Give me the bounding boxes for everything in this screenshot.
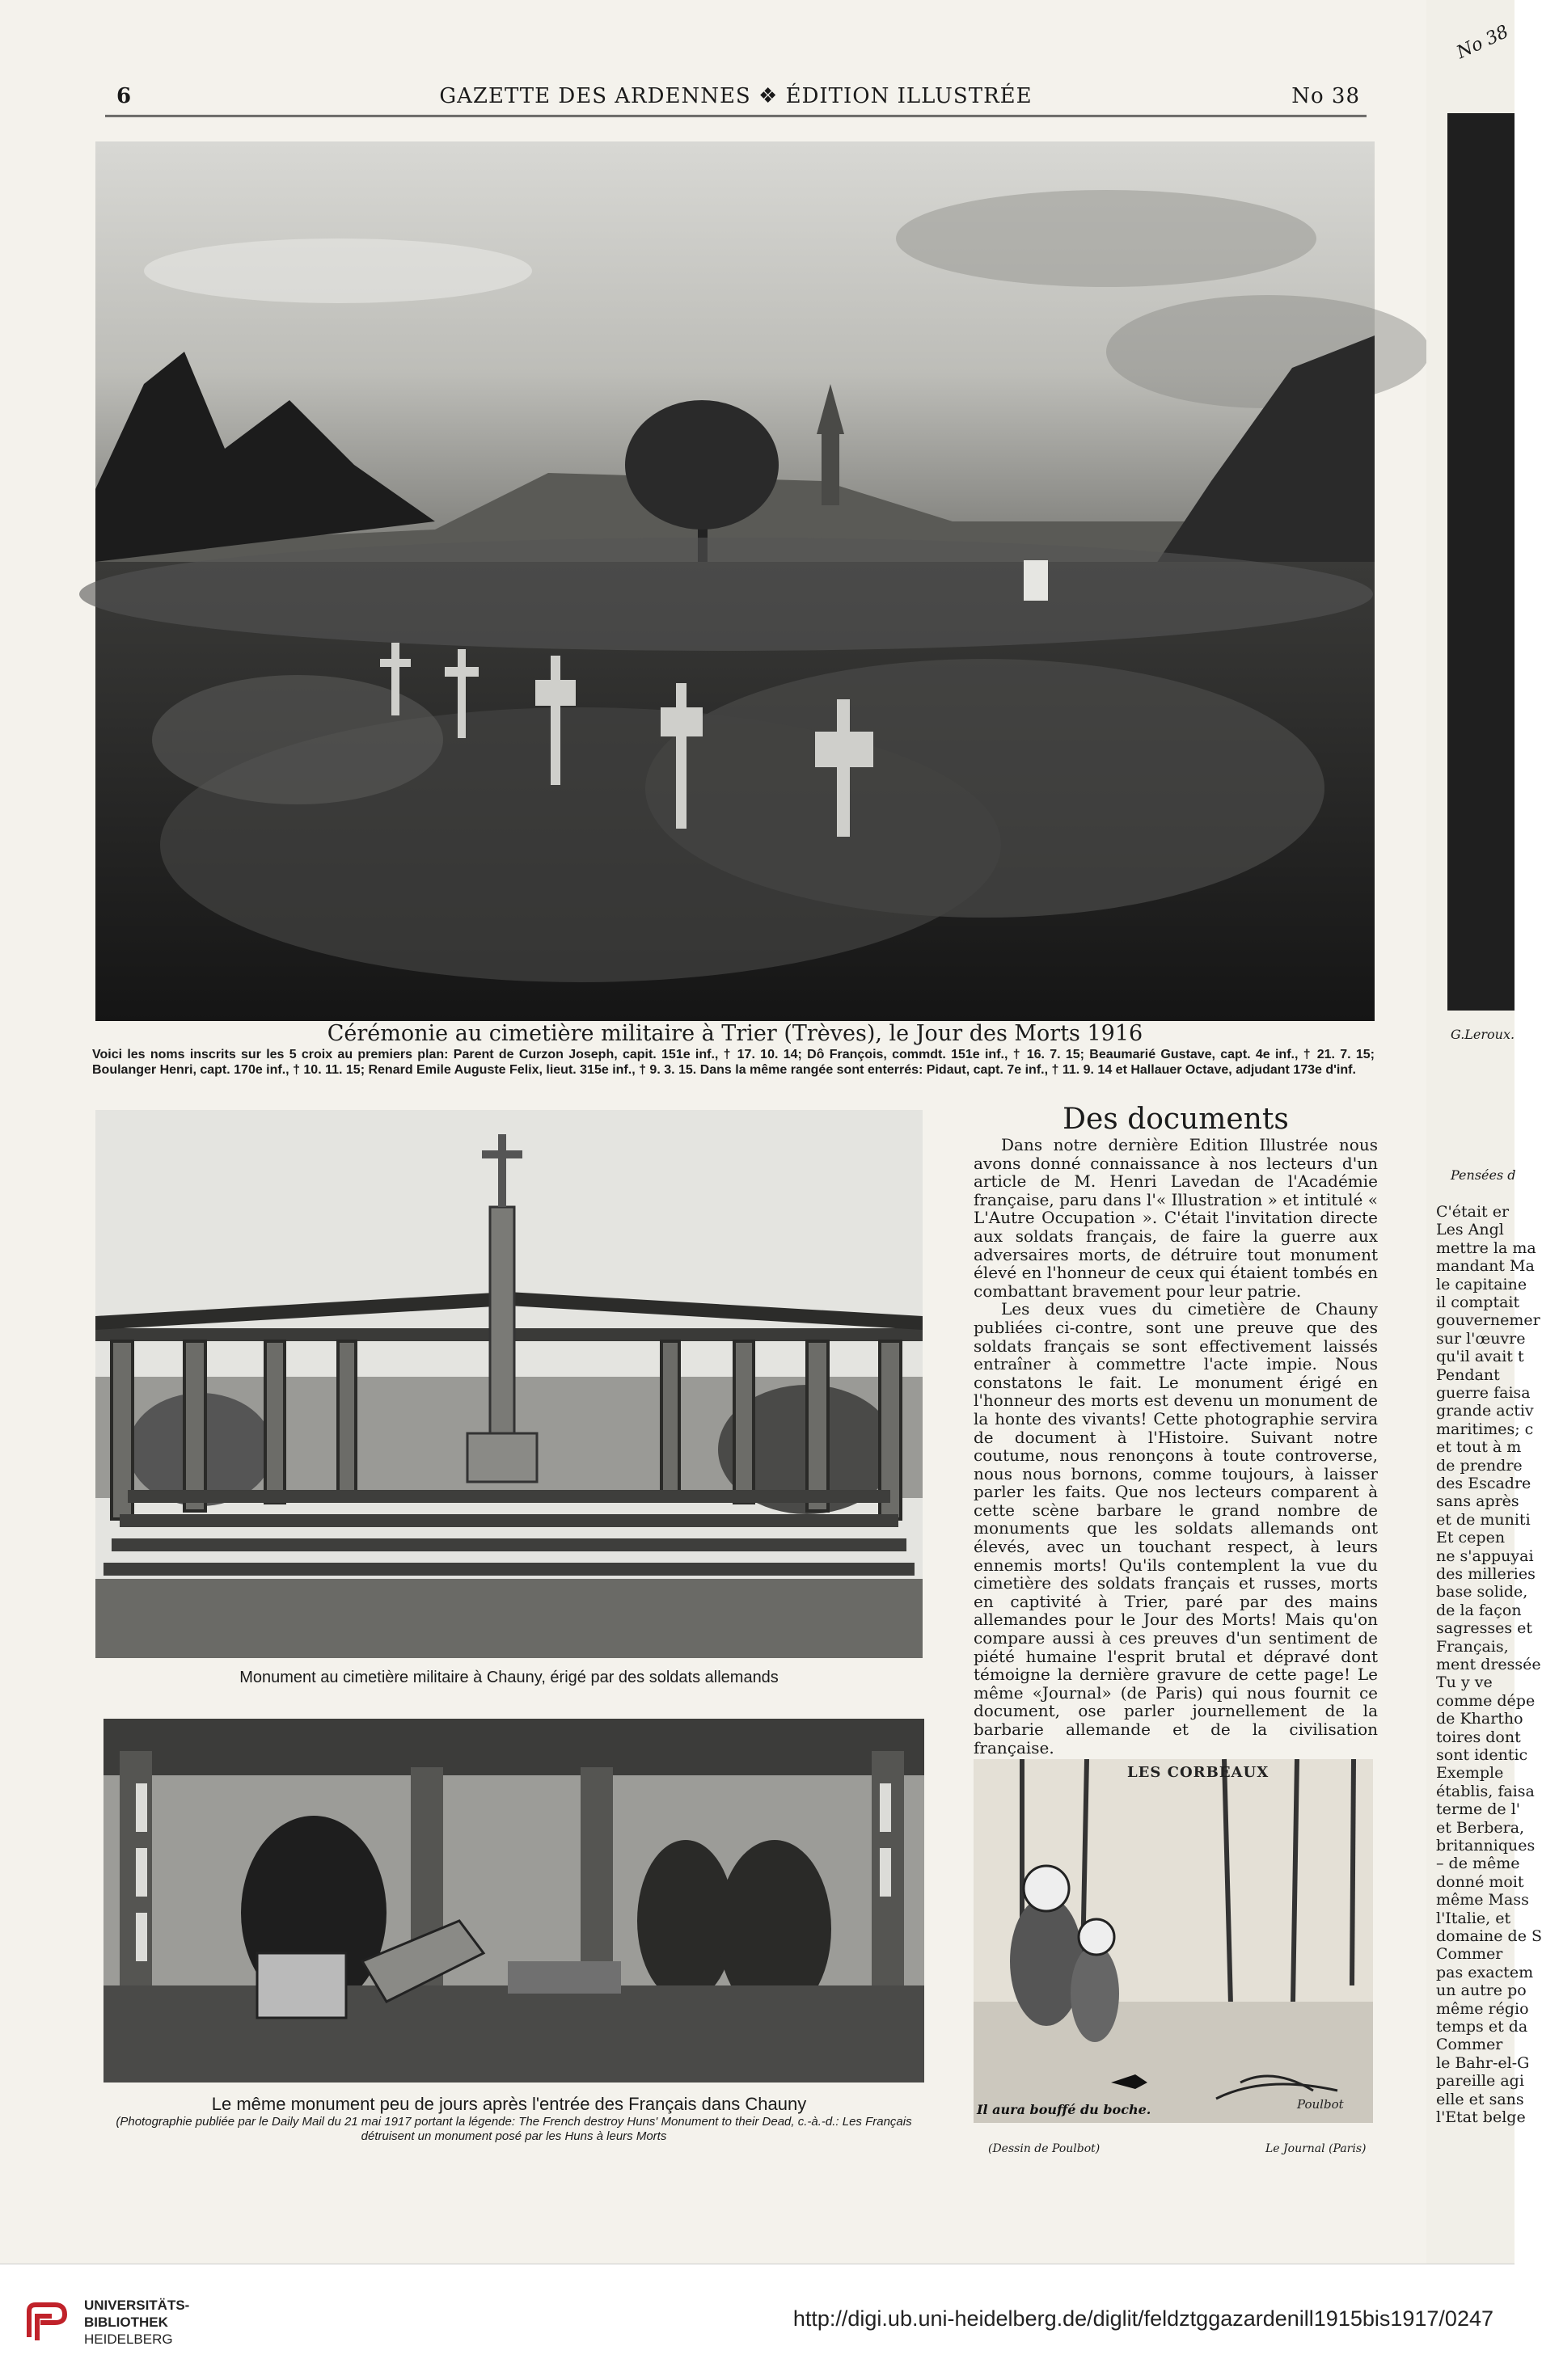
photo-monument-graphic (95, 1110, 923, 1658)
adjacent-text-fragment: toires dont (1436, 1728, 1521, 1746)
adjacent-text-fragment: Les Angl (1436, 1221, 1504, 1239)
adjacent-text-fragment: mettre la ma (1436, 1239, 1536, 1257)
issue-number: No 38 (1291, 84, 1360, 108)
article-paragraph: Les deux vues du cimetière de Chauny publiées ci-contre, sont une preuve que des soldats français se sont effectivement laissés entraîner à commettre l'acte impie. Nous constatons le fait. Le monument érigé en l'honneur des morts est devenu un monument de la honte des vivants! Cette photographie servira de document à l'Histoire. Suivant notre coutume, nous renonçons à toute controverse, nous nous bornons, comme toujours, à laisser parler les faits. Que nos lecteurs comparent à cette scène barbare le grand nombre de monuments que les soldats allemands ont élevés, avec un touchant respect, à leurs ennemis morts! Qu'ils contemplent la vue du cimetière des soldats français et russes, morts en captivité à Trier, paré par des mains allemandes pour le Jour des Morts! Mais qu'on compare aussi à ces preuves d'un sentiment de piété humaine l'esprit brutal et dépravé dont témoigne la dernière gravure de cette page! Le même «Journal» (de Paris) qui nous fournit ce document, ose parler journellement de la barbarie allemande et de la civilisation française. (974, 1299, 1378, 1758)
photo-destroyed-monument (104, 1719, 924, 2082)
article-title: Des documents (1063, 1103, 1289, 1136)
adjacent-text-fragment: ment dressée (1436, 1656, 1541, 1673)
adjacent-text-fragment: britanniques (1436, 1837, 1536, 1855)
adjacent-text-fragment: guerre faisa (1436, 1384, 1531, 1402)
cartoon-caption: Il aura bouffé du boche. (977, 2102, 1151, 2117)
library-line: BIBLIOTHEK (84, 2315, 168, 2330)
cartoon-signature: Poulbot (1297, 2097, 1344, 2112)
adjacent-text-fragment: de prendre (1436, 1456, 1523, 1475)
photo-chauny-monument (95, 1110, 923, 1658)
adjacent-text-fragment: C'était er (1436, 1203, 1510, 1221)
caption-trier-names: Voici les noms inscrits sur les 5 croix au premiers plan: Parent de Curzon Joseph, capit. 151e inf., † 17. 10. 14; Dô François, commdt. 151e inf., † 16. 7. 15; Beaumarié Gustave, capt. 4e inf., † 21. 7. 15; Boulanger Henri, capt. 170e inf., † 10. 11. 15; Renard Emile Auguste Felix, lieut. 315e inf., † 9. 3. 15. Dans la même rangée sont enterrés: Pidaut, capt. 7e inf., † 11. 9. 14 et Hallauer Octave, adjudant 173e d'inf. (92, 1048, 1375, 1077)
source-url-link[interactable]: http://digi.ub.uni-heidelberg.de/diglit/feldztggazardenill1915bis1917/0247 (792, 2306, 1493, 2331)
adjacent-text-fragment: qu'il avait t (1436, 1348, 1524, 1366)
adjacent-text-fragment: – de même (1436, 1855, 1520, 1873)
adjacent-text-fragment: l'Italie, et (1436, 1909, 1511, 1927)
adjacent-image-credit: G.Leroux. (1451, 1027, 1515, 1042)
adjacent-text-fragment: même régio (1436, 1999, 1529, 2018)
adjacent-text-fragment: pas exactem (1436, 1963, 1534, 1981)
adjacent-text-fragment: maritimes; c (1436, 1420, 1534, 1438)
adjacent-text-fragment: le capitaine (1436, 1275, 1527, 1293)
page-number: 6 (116, 84, 133, 108)
adjacent-text-fragment: et tout à m (1436, 1438, 1522, 1457)
adjacent-text-fragment: Tu y ve (1436, 1673, 1493, 1692)
adjacent-text-fragment: même Mass (1436, 1891, 1529, 1909)
caption-chauny-monument: Monument au cimetière militaire à Chauny, érigé par des soldats allemands (239, 1669, 779, 1686)
newspaper-title: GAZETTE DES ARDENNES ❖ ÉDITION ILLUSTRÉE (439, 84, 1033, 108)
adjacent-text-fragment: ne s'appuyai (1436, 1547, 1534, 1565)
page-header (105, 79, 1367, 117)
adjacent-text-fragment: un autre po (1436, 1981, 1527, 2000)
library-line: HEIDELBERG (84, 2331, 173, 2347)
adjacent-page-strip (1426, 0, 1542, 2264)
adjacent-text-fragment: le Bahr-el-G (1436, 2053, 1530, 2072)
adjacent-heading: Pensées d (1451, 1167, 1516, 1183)
cartoon-credit-left: (Dessin de Poulbot) (988, 2142, 1101, 2155)
adjacent-text-fragment: l'Etat belge (1436, 2108, 1526, 2126)
adjacent-text-fragment: comme dépe (1436, 1691, 1536, 1710)
adjacent-text-fragment: gouvernemer (1436, 1311, 1540, 1330)
adjacent-issue-mark: No 38 (1453, 21, 1512, 64)
adjacent-text-fragment: et Berbera, (1436, 1818, 1525, 1837)
adjacent-text-fragment: donné moit (1436, 1872, 1524, 1891)
adjacent-page-photo (1447, 113, 1515, 1011)
cartoon-banner: LES CORBEAUX (1127, 1764, 1270, 1781)
adjacent-text-fragment: sagresses et (1436, 1619, 1532, 1638)
photo-trier-graphic (95, 141, 1375, 1021)
photo-trier-cemetery (95, 141, 1375, 1021)
adjacent-text-fragment: terme de l' (1436, 1800, 1521, 1819)
adjacent-text-fragment: elle et sans (1436, 2090, 1524, 2108)
adjacent-text-fragment: il comptait (1436, 1293, 1520, 1311)
adjacent-text-fragment: Commer (1436, 2036, 1503, 2054)
cartoon-graphic (974, 1759, 1373, 2123)
adjacent-text-fragment: Pendant (1436, 1365, 1500, 1384)
caption-trier-title: Cérémonie au cimetière militaire à Trier (Trèves), le Jour des Morts 1916 (327, 1021, 1143, 1046)
adjacent-text-fragment: et de muniti (1436, 1510, 1531, 1529)
adjacent-text-fragment: des Escadre (1436, 1475, 1531, 1492)
adjacent-text-fragment: sans après (1436, 1492, 1519, 1511)
adjacent-text-fragment: grande activ (1436, 1402, 1534, 1420)
university-logo-icon (23, 2297, 73, 2347)
caption-destroyed-text: (Photographie publiée par le Daily Mail du 21 mai 1917 portant la légende: The French destroy Huns' Monument to their Dead, c.-à.-d.: Les Français détruisent un monument posé par les Huns à leurs Morts (116, 2115, 912, 2143)
adjacent-text-fragment: Et cepen (1436, 1529, 1506, 1547)
adjacent-text-fragment: pareille agi (1436, 2072, 1524, 2091)
adjacent-text-fragment: domaine de S (1436, 1927, 1542, 1945)
article-paragraph: Dans notre dernière Edition Illustrée nous avons donné connaissance à nos lecteurs d'un article de M. Henri Lavedan de l'Académie française, paru dans l'« Illustration » et intitulé « L'Autre Occupation ». C'était l'invitation directe aux soldats français, de faire la guerre aux adversaires morts, de détruire tout monument élevé en l'honneur de ceux qui étaient tombés en combattant bravement pour leur patrie. (974, 1135, 1378, 1301)
adjacent-text-fragment: Français, (1436, 1637, 1509, 1656)
library-line: UNIVERSITÄTS- (84, 2298, 190, 2313)
library-footer (0, 2264, 1515, 2380)
cartoon-les-corbeaux (974, 1759, 1373, 2123)
adjacent-text-fragment: des milleries (1436, 1565, 1536, 1583)
adjacent-text-fragment: Commer (1436, 1945, 1503, 1964)
caption-destroyed-title: Le même monument peu de jours après l'entrée des Français dans Chauny (211, 2094, 807, 2114)
photo-destroyed-graphic (104, 1719, 924, 2082)
adjacent-text-fragment: de Khartho (1436, 1710, 1523, 1728)
adjacent-text-fragment: établis, faisa (1436, 1782, 1535, 1800)
adjacent-text-fragment: sont identic (1436, 1746, 1528, 1764)
adjacent-text-fragment: base solide, (1436, 1583, 1528, 1601)
library-name (84, 2297, 189, 2348)
cartoon-credit-right: Le Journal (Paris) (1265, 2142, 1367, 2155)
adjacent-text-fragment: mandant Ma (1436, 1257, 1535, 1276)
article-body (974, 1136, 1378, 1757)
adjacent-text-fragment: sur l'œuvre (1436, 1329, 1526, 1348)
adjacent-text-fragment: Exemple (1436, 1764, 1504, 1783)
adjacent-text-fragment: de la façon (1436, 1601, 1522, 1619)
adjacent-text-fragment: temps et da (1436, 2018, 1528, 2036)
